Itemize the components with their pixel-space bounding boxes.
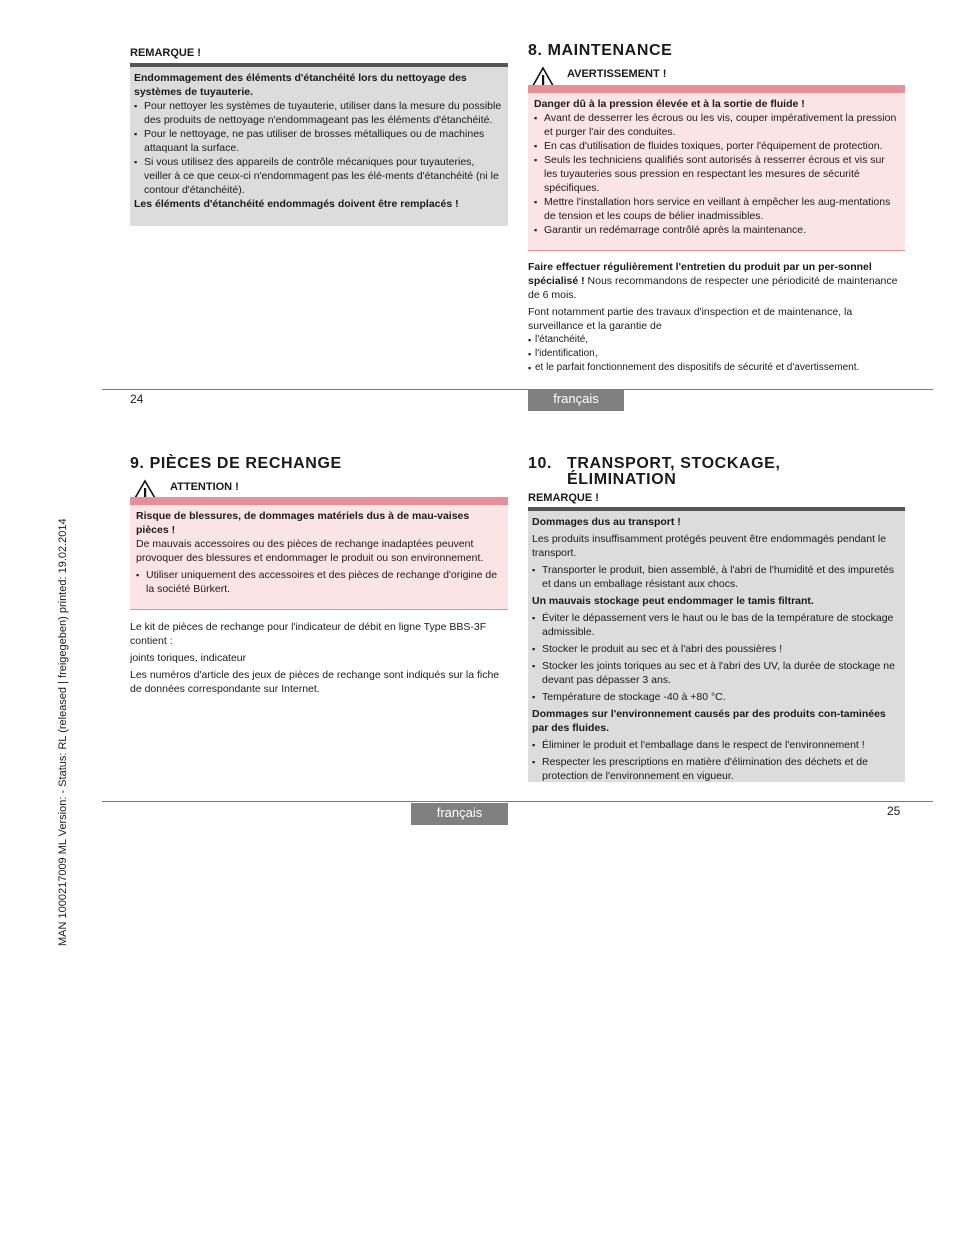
list-item: ▪ et le parfait fonctionnement des dispositifs de sécurité et d'avertissement.: [528, 361, 905, 375]
transport-list-1: [532, 563, 901, 591]
remark-list: [134, 99, 504, 197]
remark-label: REMARQUE !: [130, 47, 201, 59]
caution-box: [130, 497, 508, 610]
list-item: ▪ Garantir un redémarrage contrôlé après la maintenance.: [534, 223, 899, 237]
list-item: ▪ Température de stockage -40 à +80 °C.: [532, 690, 901, 704]
heading-number: 10.: [528, 455, 553, 472]
maintenance-para-bold: Faire effectuer régulièrement l'entretien du produit par un per-sonnel spécialisé !: [528, 261, 872, 287]
document-status-sidetext: MAN 1000217009 ML Version: - Status: RL (released | freigegeben) printed: 19.02.2014: [57, 518, 69, 946]
caution-label: ATTENTION !: [170, 481, 239, 493]
transport-list-3: [532, 738, 901, 783]
remark-footer: Les éléments d'étanchéité endommagés doivent être remplacés !: [134, 198, 459, 210]
remark-label: REMARQUE !: [528, 492, 599, 504]
list-item: ▪ Transporter le produit, bien assemblé, à l'abri de l'humidité et des impuretés et dans un emballage résistant aux chocs.: [532, 563, 901, 591]
transport-title-1: Dommages dus au transport !: [532, 516, 681, 528]
section-heading-transport: [528, 455, 781, 488]
language-tab-bottom: français: [411, 803, 508, 825]
language-tab-top: français: [528, 389, 624, 411]
section-heading-maintenance: 8. MAINTENANCE: [528, 42, 673, 59]
list-item: ▪ Seuls les techniciens qualifiés sont autorisés à resserrer écrous et vis sur les tuyauteries sous pression en respectant les mesures de sécurité spécifiques.: [534, 153, 899, 195]
remark-title: Endommagement des éléments d'étanchéité lors du nettoyage des systèmes de tuyauterie.: [134, 72, 467, 98]
caution-list: [136, 568, 502, 596]
warning-title: Danger dû à la pression élevée et à la sortie de fluide !: [534, 98, 805, 110]
warning-list: [534, 111, 899, 237]
transport-title-2: Un mauvais stockage peut endommager le tamis filtrant.: [532, 595, 814, 607]
maintenance-list: [528, 333, 905, 375]
list-item: ▪ Éviter le dépassement vers le haut ou le bas de la température de stockage admissible.: [532, 611, 901, 639]
list-item: ▪ Avant de desserrer les écrous ou les vis, couper impérativement la pression et purger l'air des conduites.: [534, 111, 899, 139]
page-rule-bottom: [102, 801, 933, 802]
transport-title-3: Dommages sur l'environnement causés par des produits con-taminées par des fluides.: [532, 708, 886, 734]
spares-para-3: Les numéros d'article des jeux de pièces de rechange sont indiqués sur la fiche de données correspondante sur Internet.: [130, 669, 500, 695]
transport-para-1: Les produits insuffisamment protégés peuvent être endommagés pendant le transport.: [532, 533, 887, 559]
list-item: ▪ Utiliser uniquement des accessoires et des pièces de rechange d'origine de la société Bürkert.: [136, 568, 502, 596]
list-item: ▪ En cas d'utilisation de fluides toxiques, porter l'équipement de protection.: [534, 139, 899, 153]
list-item: ▪ Si vous utilisez des appareils de contrôle mécaniques pour tuyauteries, veiller à ce que ceux-ci n'endommagent pas les élé-ments d'étanchéité (ni le contour d'étanchéité).: [134, 155, 504, 197]
list-item: ▪ Pour nettoyer les systèmes de tuyauterie, utiliser dans la mesure du possible des produits de nettoyage n'endommageant pas les éléments d'étanchéité.: [134, 99, 504, 127]
list-item: ▪ l'étanchéité,: [528, 333, 905, 347]
list-item: ▪ Stocker les joints toriques au sec et à l'abri des UV, la durée de stockage ne devant pas dépasser 3 ans.: [532, 659, 901, 687]
spares-para-2: joints toriques, indicateur: [130, 652, 247, 664]
heading-line-1: TRANSPORT, STOCKAGE,: [567, 455, 781, 472]
list-item: ▪ Stocker le produit au sec et à l'abri des poussières !: [532, 642, 901, 656]
page-number-25: 25: [887, 804, 901, 818]
page-rule-top: [102, 389, 933, 390]
caution-text: De mauvais accessoires ou des pièces de rechange inadaptées peuvent provoquer des blessures et endommager le produit ou son environnement.: [136, 538, 484, 564]
maintenance-para-2: Font notamment partie des travaux d'inspection et de maintenance, la surveillance et la garantie de: [528, 306, 853, 332]
warning-box: [528, 85, 905, 251]
transport-box: [528, 507, 905, 782]
remark-box: [130, 63, 508, 226]
transport-list-2: [532, 611, 901, 704]
list-item: ▪ Pour le nettoyage, ne pas utiliser de brosses métalliques ou de machines attaquant la surface.: [134, 127, 504, 155]
list-item: ▪ Respecter les prescriptions en matière d'élimination des déchets et de protection de l'environnement en vigueur.: [532, 755, 901, 783]
warning-label: AVERTISSEMENT !: [567, 68, 667, 80]
list-item: ▪ Mettre l'installation hors service en veillant à empêcher les aug-mentations de tension et les coups de bélier inadmissibles.: [534, 195, 899, 223]
list-item: ▪ Éliminer le produit et l'emballage dans le respect de l'environnement !: [532, 738, 901, 752]
maintenance-body: [528, 260, 905, 375]
maintenance-para-text: Nous recommandons de respecter une périodicité de maintenance de 6 mois.: [528, 275, 898, 301]
caution-title: Risque de blessures, de dommages matériels dus à de mau-vaises pièces !: [136, 510, 470, 536]
page-number-24: 24: [130, 392, 144, 406]
spares-para-1: Le kit de pièces de rechange pour l'indicateur de débit en ligne Type BBS-3F contient :: [130, 621, 487, 647]
spares-body: [130, 620, 508, 696]
section-heading-spares: 9. PIÈCES DE RECHANGE: [130, 455, 342, 472]
heading-line-2: ÉLIMINATION: [567, 471, 677, 488]
list-item: ▪ l'identification,: [528, 347, 905, 361]
maintenance-para: [528, 260, 905, 302]
